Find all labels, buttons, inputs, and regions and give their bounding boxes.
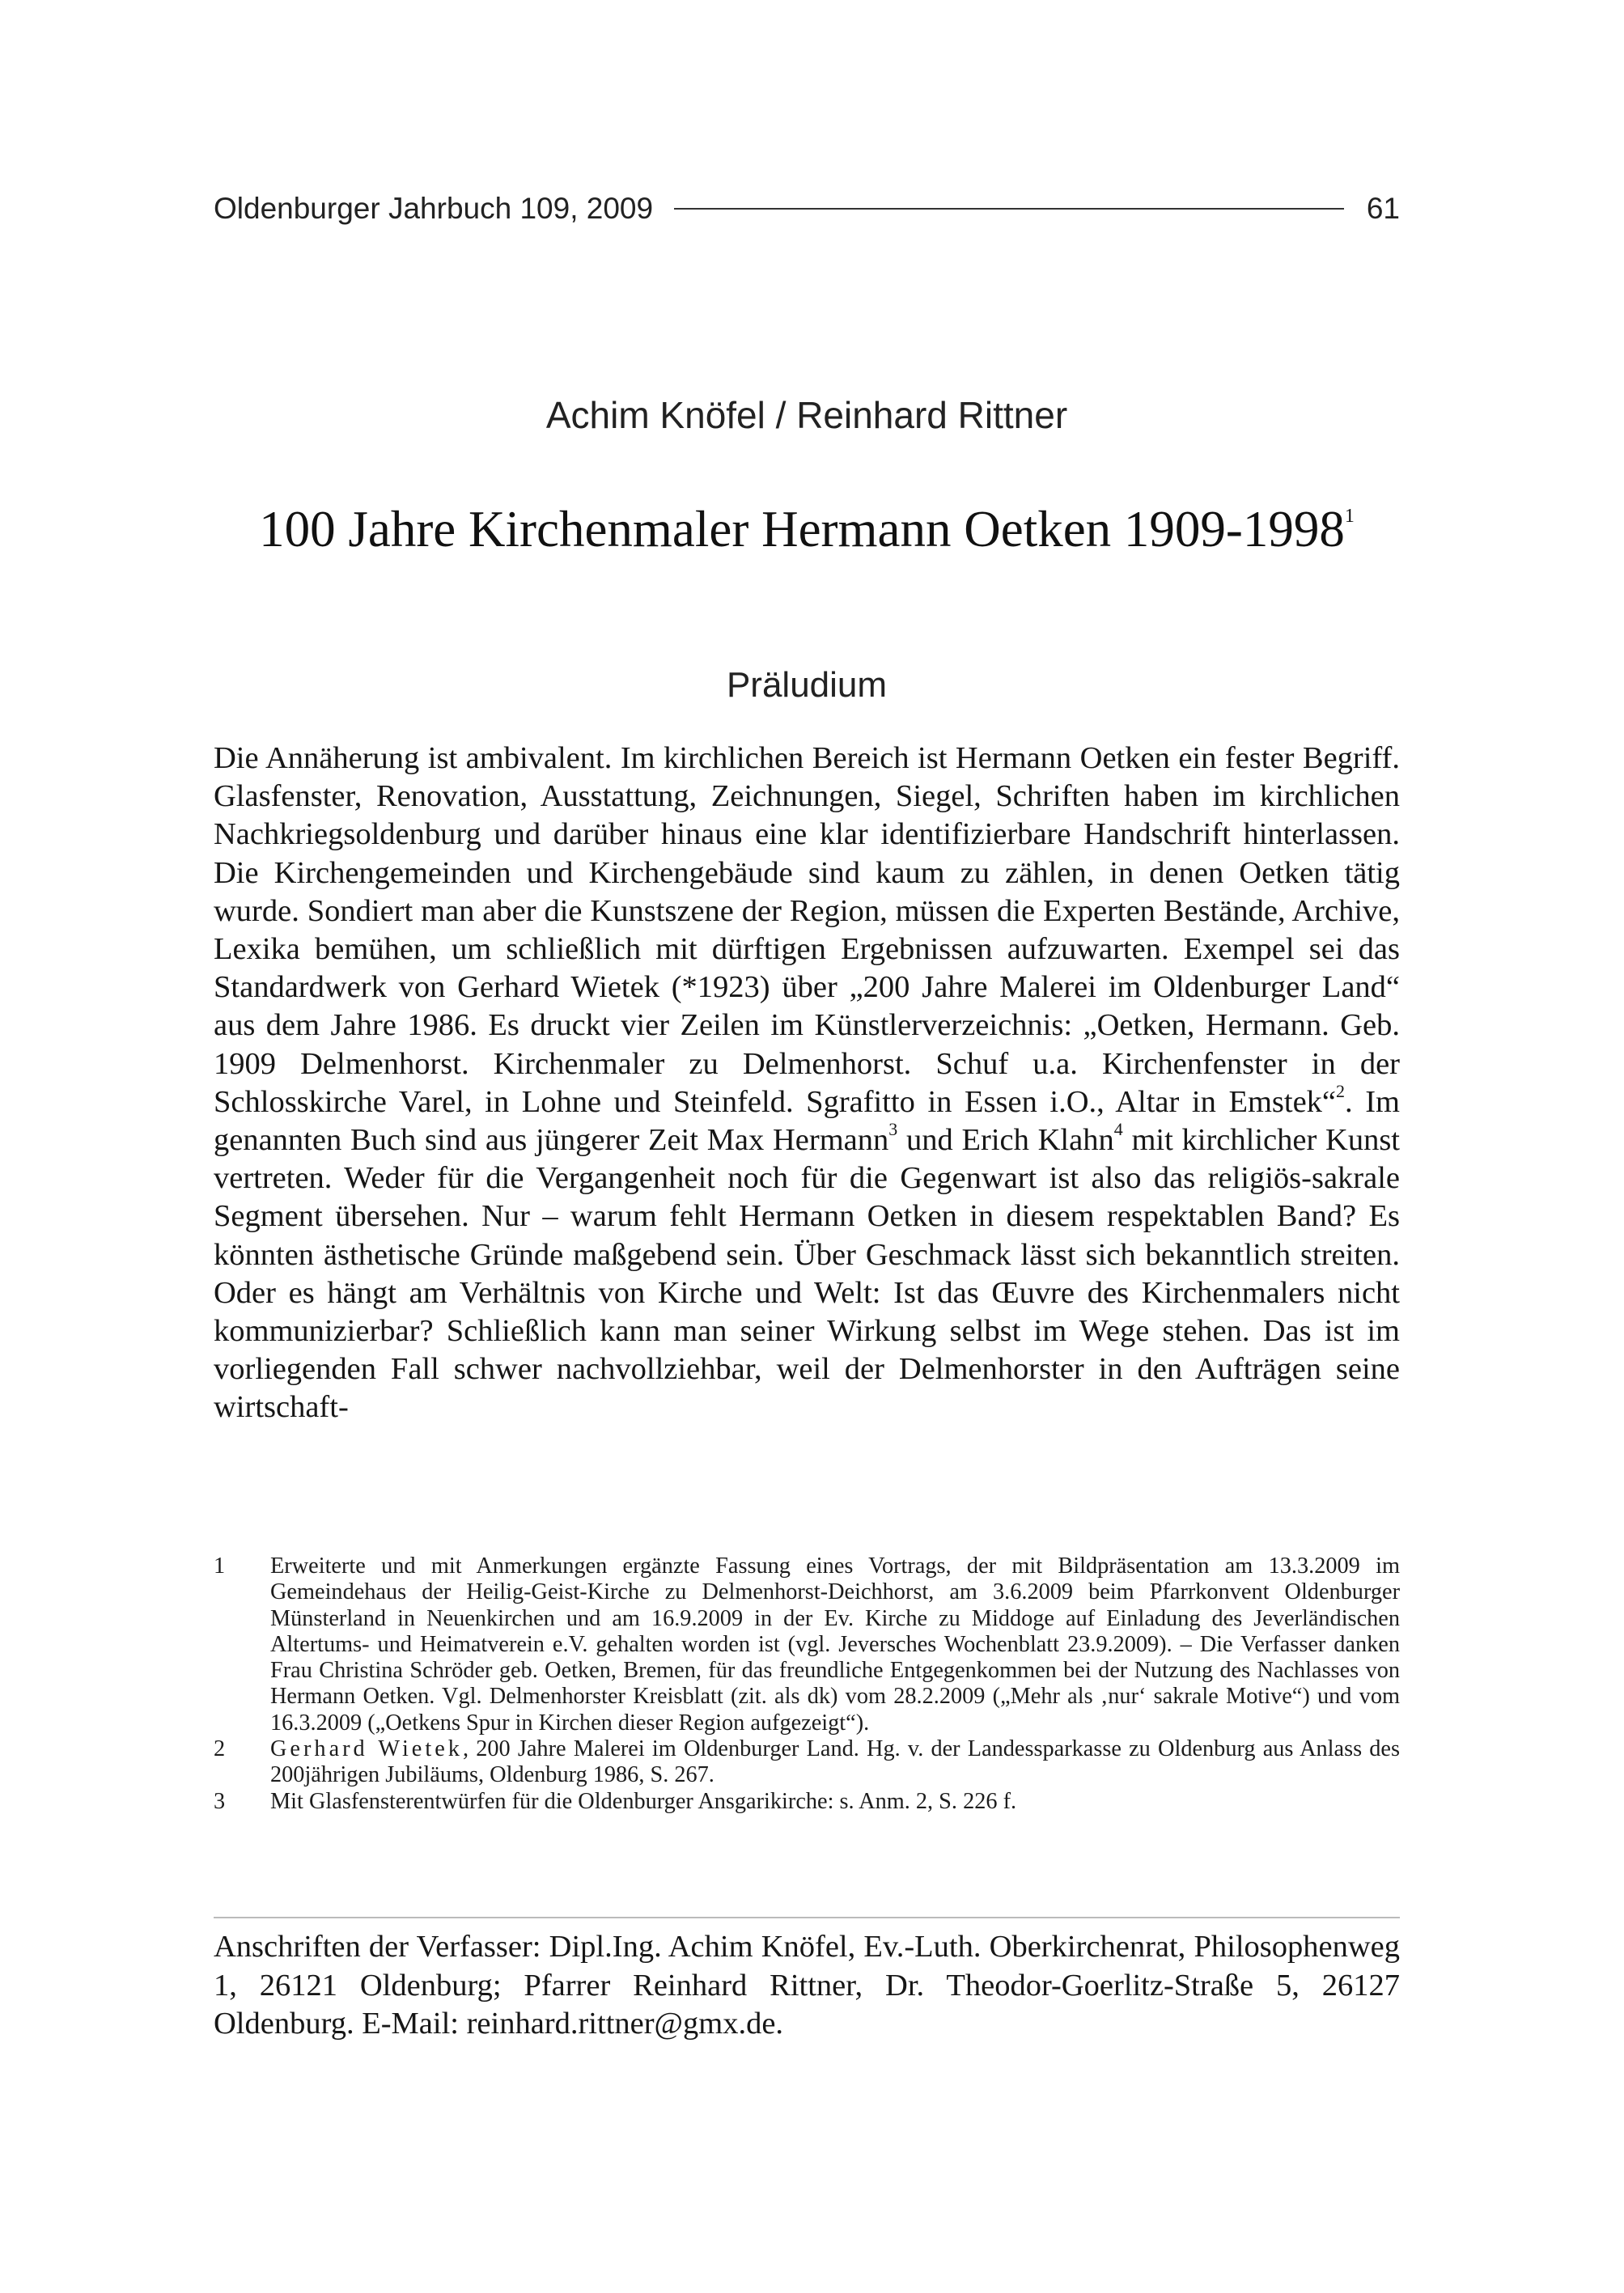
footnotes [214,1553,1400,1815]
body-paragraph [214,740,1400,1427]
footnote-ref-4: 4 [1113,1119,1123,1140]
footnote-text: Mit Glasfensterentwürfen für die Oldenburger Ansgarikirche: s. Anm. 2, S. 226 f. [270,1788,1017,1814]
body-segment-2: . Im genannten Buch sind aus jüngerer Zeit Max Hermann [214,1084,1400,1158]
running-header [214,184,1400,233]
footnote-number: 1 [214,1553,226,1579]
footnote-text: , 200 Jahre Malerei im Oldenburger Land. Hg. v. der Landessparkasse zu Oldenburg aus Anlass des 200jährigen Jubiläums, Oldenburg 1986, S. 267. [270,1736,1401,1788]
body-segment-1: Die Annäherung ist ambivalent. Im kirchlichen Bereich ist Hermann Oetken ein fester Begriff. Glasfenster, Renovation, Ausstattung, Zeichnungen, Siegel, Schriften haben im kirchlichen Nachkriegsoldenburg und darüber hinaus eine klar identifizierbare Handschrift hinterlassen. Die Kirchengemeinden und Kirchengebäude sind kaum zu zählen, in denen Oetken tätig wurde. Sondiert man aber die Kunstszene der Region, müssen die Experten Bestände, Archive, Lexika bemühen, um schließlich mit dürftigen Ergebnissen aufzuwarten. Exempel sei das Standardwerk von Gerhard Wietek (*1923) über „200 Jahre Malerei im Oldenburger Land“ aus dem Jahre 1986. Es druckt vier Zeilen im Künstlerverzeichnis: „Oetken, Hermann. Geb. 1909 Delmenhorst. Kirchenmaler zu Delmenhorst. Schuf u.a. Kirchenfenster in der Schlosskirche Varel, in Lohne und Steinfeld. Sgrafitto in Essen i.O., Altar in Emstek“ [214,741,1400,1119]
body-text [214,740,1400,1427]
footnote-text: Erweiterte und mit Anmerkungen ergänzte Fassung eines Vortrags, der mit Bildpräsentation am 13.3.2009 im Gemeindehaus der Heilig-Geist-Kirche zu Delmenhorst-Deichhorst, am 3.6.2009 beim Pfarrkonvent Oldenburger Münsterland in Neuenkirchen und am 16.9.2009 in der Ev. Kirche zu Middoge auf Einladung des Jeverländischen Altertums- und Heimatverein e.V. gehalten worden ist (vgl. Jeversches Wochenblatt 23.9.2009). – Die Verfasser danken Frau Christina Schröder geb. Oetken, Bremen, für das freundliche Entgegenkommen bei der Nutzung des Nachlasses von Hermann Oetken. Vgl. Delmenhorster Kreisblatt (zit. als dk) vom 28.2.2009 („Mehr als ‚nur‘ sakrale Motive“) und vom 16.3.2009 („Oetkens Spur in Kirchen dieser Region aufgezeigt“). [270,1553,1400,1736]
footnote-author-name: Gerhard Wietek [270,1736,463,1762]
header-rule [674,208,1344,210]
footnote-text-wrap [270,1736,1400,1789]
footnote-ref-2: 2 [1336,1081,1346,1101]
footnote-ref-3: 3 [888,1119,898,1140]
running-title: Oldenburger Jahrbuch 109, 2009 [214,192,654,225]
author-addresses [214,1928,1400,2044]
address-separator-rule [214,1917,1400,1918]
article-title: 100 Jahre Kirchenmaler Hermann Oetken 1909-1998 [259,501,1345,557]
footnote-number: 3 [214,1788,226,1814]
footnote-1 [214,1553,1400,1736]
section-heading: Präludium [726,665,888,705]
footnote-number: 2 [214,1736,226,1762]
article-authors: Achim Knöfel / Reinhard Rittner [545,394,1068,436]
footnote-3 [214,1789,1400,1815]
title-footnote-ref: 1 [1344,506,1355,527]
footnote-2 [214,1736,1400,1789]
page-number: 61 [1366,192,1400,225]
body-segment-3: und Erich Klahn [897,1123,1114,1158]
body-segment-4: mit kirchlicher Kunst vertreten. Weder für die Vergangenheit noch für die Gegenwart ist also das religiös-sakrale Segment übersehen. Nur – warum fehlt Hermann Oetken in diesem respektablen Band? Es könnten ästhetische Gründe maßgebend sein. Über Geschmack lässt sich bekanntlich streiten. Oder es hängt am Verhältnis von Kirche und Welt: Ist das Œuvre des Kirchenmalers nicht kommunizierbar? Schließlich kann man seiner Wirkung selbst im Wege stehen. Das ist im vorliegenden Fall schwer nachvollziehbar, weil der Delmenhorster in den Aufträgen seine wirtschaft- [214,1123,1400,1425]
article-title-block [214,500,1400,559]
addresses-text: Anschriften der Verfasser: Dipl.Ing. Achim Knöfel, Ev.-Luth. Oberkirchenrat, Philosophenweg 1, 26121 Oldenburg; Pfarrer Reinhard Rittner, Dr. Theodor-Goerlitz-Straße 5, 26127 Oldenburg. E-Mail: reinhard.rittner@gmx.de. [214,1930,1400,2041]
